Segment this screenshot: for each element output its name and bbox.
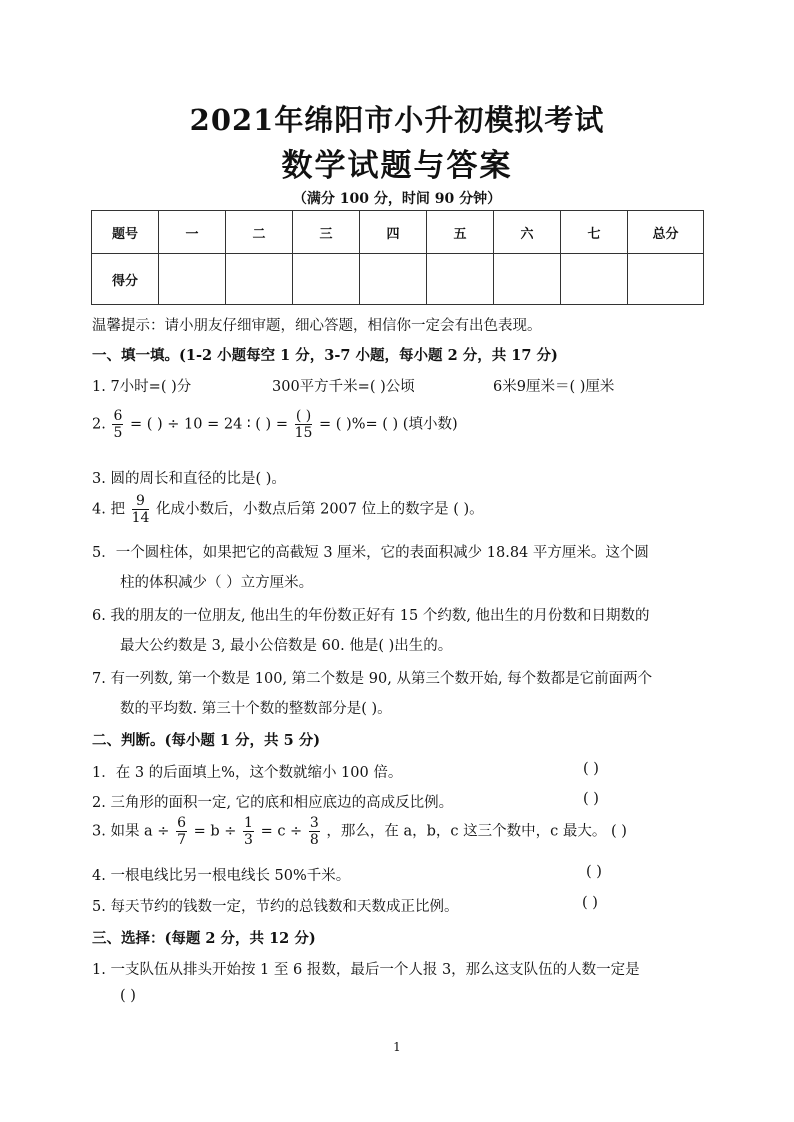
s1-q4 bbox=[92, 494, 484, 525]
exam-subtitle-title: 数学试题与答案 bbox=[281, 148, 513, 184]
score-cell[interactable] bbox=[494, 254, 561, 305]
header-cell: 题号 bbox=[92, 211, 159, 254]
s1-q4-prefix: 4. 把 bbox=[92, 501, 125, 518]
fraction-blank-15 bbox=[295, 409, 313, 440]
s2-q5: 5. 每天节约的钱数一定，节约的总钱数和天数成正比例。 bbox=[92, 899, 459, 915]
fraction-denominator: 8 bbox=[309, 832, 319, 848]
fraction-denominator: 5 bbox=[113, 425, 123, 441]
score-row-label: 得分 bbox=[92, 254, 159, 305]
score-cell[interactable] bbox=[360, 254, 427, 305]
s1-q2-middle: = ( ) ÷ 10 = 24 ∶ ( ) = bbox=[129, 416, 288, 433]
header-cell: 一 bbox=[159, 211, 226, 254]
fraction-6-5 bbox=[112, 409, 123, 440]
exam-info: （满分 100 分，时间 90 分钟） bbox=[292, 191, 502, 207]
score-cell[interactable] bbox=[226, 254, 293, 305]
s2-q3-mid2: = c ÷ bbox=[260, 823, 303, 840]
s1-q1-part-c: 6米9厘米＝( )厘米 bbox=[493, 379, 615, 395]
s2-q3-rest: ，那么，在 a，b，c 这三个数中，c 最大。 bbox=[326, 823, 607, 840]
answer-blank[interactable]: ( ) bbox=[610, 823, 627, 840]
section1-heading: 一、填一填。(1-2 小题每空 1 分，3-7 小题，每小题 2 分，共 17 分) bbox=[92, 347, 558, 364]
notice-text: 温馨提示：请小朋友仔细审题，细心答题，相信你一定会有出色表现。 bbox=[92, 318, 542, 334]
s2-q2: 2. 三角形的面积一定, 它的底和相应底边的高成反比例。 bbox=[92, 795, 454, 811]
score-cell[interactable] bbox=[293, 254, 360, 305]
fraction-denominator: 14 bbox=[131, 510, 150, 526]
fraction-denominator: 15 bbox=[294, 425, 313, 441]
fraction-numerator: ( ) bbox=[295, 408, 312, 424]
s1-q2 bbox=[92, 409, 458, 440]
score-cell[interactable] bbox=[159, 254, 226, 305]
s1-q2-end: = ( )%= ( ) (填小数) bbox=[319, 416, 458, 433]
fraction-1-3 bbox=[243, 816, 254, 847]
answer-blank[interactable]: ( ) bbox=[582, 895, 598, 911]
answer-blank[interactable]: ( ) bbox=[586, 864, 602, 880]
s1-q4-rest: 化成小数后，小数点后第 2007 位上的数字是 ( )。 bbox=[156, 501, 484, 518]
s2-q3 bbox=[92, 816, 627, 847]
s1-q1-part-b: 300平方千米=( )公顷 bbox=[272, 379, 415, 395]
fraction-numerator: 6 bbox=[113, 408, 123, 424]
fraction-numerator: 1 bbox=[244, 815, 253, 831]
s2-q3-mid1: = b ÷ bbox=[193, 823, 237, 840]
section3-heading: 三、选择：(每题 2 分，共 12 分) bbox=[92, 930, 316, 947]
answer-blank[interactable]: ( ) bbox=[583, 791, 599, 807]
s2-q1: 1．在 3 的后面填上%，这个数就缩小 100 倍。 bbox=[92, 765, 403, 781]
s1-q5-line2: 柱的体积减少（ ）立方厘米。 bbox=[120, 575, 314, 591]
fraction-9-14 bbox=[132, 494, 150, 525]
s1-q3: 3. 圆的周长和直径的比是( )。 bbox=[92, 471, 286, 487]
exam-title: 2021年绵阳市小升初模拟考试 bbox=[189, 103, 605, 137]
fraction-3-8 bbox=[309, 816, 320, 847]
score-table-score-row bbox=[92, 254, 704, 305]
score-cell[interactable] bbox=[628, 254, 704, 305]
header-cell: 三 bbox=[293, 211, 360, 254]
header-cell: 四 bbox=[360, 211, 427, 254]
fraction-denominator: 3 bbox=[244, 832, 253, 848]
s3-q1-answer-blank[interactable]: ( ) bbox=[120, 988, 136, 1004]
header-cell: 六 bbox=[494, 211, 561, 254]
score-cell[interactable] bbox=[427, 254, 494, 305]
answer-blank[interactable]: ( ) bbox=[583, 761, 599, 777]
fraction-6-7 bbox=[176, 816, 187, 847]
fraction-numerator: 3 bbox=[309, 815, 319, 831]
header-cell: 五 bbox=[427, 211, 494, 254]
fraction-numerator: 6 bbox=[177, 815, 186, 831]
header-cell: 总分 bbox=[628, 211, 704, 254]
section2-heading: 二、判断。(每小题 1 分，共 5 分) bbox=[92, 732, 321, 749]
score-table bbox=[91, 210, 704, 305]
header-cell: 七 bbox=[561, 211, 628, 254]
s3-q1-line1: 1. 一支队伍从排头开始按 1 至 6 报数，最后一个人报 3，那么这支队伍的人数一定是 bbox=[92, 962, 640, 978]
score-table-header-row bbox=[92, 211, 704, 254]
s1-q7-line2: 数的平均数. 第三十个数的整数部分是( )。 bbox=[120, 701, 392, 717]
s1-q7-line1: 7. 有一列数, 第一个数是 100, 第二个数是 90, 从第三个数开始, 每个数都是它前面两个 bbox=[92, 671, 653, 687]
s1-q6-line1: 6. 我的朋友的一位朋友, 他出生的年份数正好有 15 个约数, 他出生的月份数和日期数的 bbox=[92, 608, 650, 624]
s1-q5-line1: 5．一个圆柱体，如果把它的高截短 3 厘米，它的表面积减少 18.84 平方厘米。这个圆 bbox=[92, 545, 649, 561]
s1-q6-line2: 最大公约数是 3, 最小公倍数是 60. 他是( )出生的。 bbox=[120, 638, 453, 654]
page-number: 1 bbox=[393, 1040, 401, 1054]
header-cell: 二 bbox=[226, 211, 293, 254]
s2-q4: 4. 一根电线比另一根电线长 50%千米。 bbox=[92, 868, 351, 884]
s1-q1-part-a: 1. 7小时=( )分 bbox=[92, 379, 192, 395]
s1-q2-number: 2. bbox=[92, 416, 106, 433]
fraction-numerator: 9 bbox=[132, 494, 150, 510]
fraction-denominator: 7 bbox=[177, 832, 186, 848]
s2-q3-prefix: 3. 如果 a ÷ bbox=[92, 823, 170, 840]
score-cell[interactable] bbox=[561, 254, 628, 305]
